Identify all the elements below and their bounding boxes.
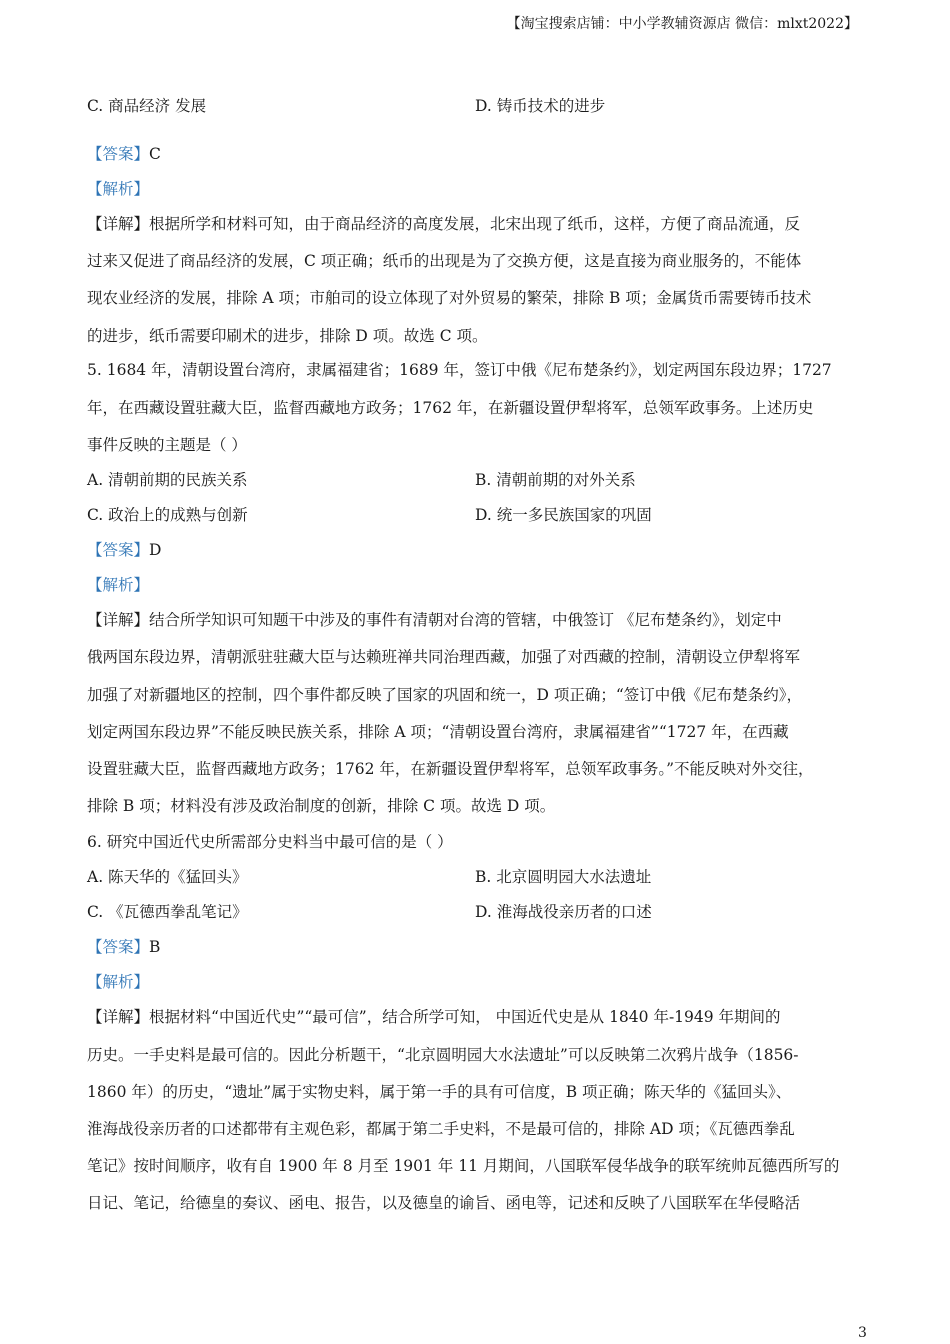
q6-detail-line: 日记、笔记，给德皇的奏议、函电、报告，以及德皇的谕旨、函电等，记述和反映了八国联军在华侵略活 bbox=[87, 1194, 801, 1212]
q5-detail-line: 划定两国东段边界”不能反映民族关系，排除 A 项；“清朝设置台湾府，隶属福建省”“1727 年，在西藏 bbox=[87, 723, 789, 741]
q4-detail-line bbox=[87, 212, 800, 234]
q5-option-c: C. 政治上的成熟与创新 bbox=[87, 506, 248, 524]
q6-detail-line: 1860 年）的历史，“遗址”属于实物史料，属于第一手的具有可信度，B 项正确；陈天华的《猛回头》、 bbox=[87, 1083, 792, 1101]
q5-option-d: D. 统一多民族国家的巩固 bbox=[475, 506, 652, 524]
q4-option-c: C. 商品经济 发展 bbox=[87, 97, 207, 115]
q6-option-d: D. 淮海战役亲历者的口述 bbox=[475, 903, 652, 921]
detail-tag: 【详解】 bbox=[87, 215, 150, 233]
answer-tag: 【答案】 bbox=[87, 541, 150, 559]
q6-detail-line: 淮海战役亲历者的口述都带有主观色彩，都属于第二手史料，不是最可信的，排除 AD 项；《瓦德西拳乱 bbox=[87, 1120, 795, 1138]
detail-tag: 【详解】 bbox=[87, 1008, 150, 1026]
q5-detail-line bbox=[87, 608, 782, 630]
q6-option-c: C. 《瓦德西拳乱笔记》 bbox=[87, 903, 248, 921]
q5-detail-line: 加强了对新疆地区的控制，四个事件都反映了国家的巩固和统一，D 项正确；“签订中俄《尼布楚条约》， bbox=[87, 686, 803, 704]
q5-option-b: B. 清朝前期的对外关系 bbox=[475, 471, 636, 489]
answer-value: C bbox=[149, 145, 161, 163]
q4-analysis-tag: 【解析】 bbox=[87, 180, 150, 198]
q5-detail-line: 俄两国东段边界，清朝派驻驻藏大臣与达赖班禅共同治理西藏，加强了对西藏的控制，清朝设立伊犁将军 bbox=[87, 648, 801, 666]
store-header: 【淘宝搜索店铺：中小学教辅资源店 微信：mlxt2022】 bbox=[506, 16, 858, 32]
q5-analysis-tag: 【解析】 bbox=[87, 576, 150, 594]
q5-option-a: A. 清朝前期的民族关系 bbox=[87, 471, 248, 489]
q5-answer bbox=[87, 538, 161, 560]
q5-detail-line: 排除 B 项；材料没有涉及政治制度的创新，排除 C 项。故选 D 项。 bbox=[87, 797, 556, 815]
q6-option-b: B. 北京圆明园大水法遗址 bbox=[475, 868, 652, 886]
q4-detail-line: 过来又促进了商品经济的发展，C 项正确；纸币的出现是为了交换方便，这是直接为商业服务的，不能体 bbox=[87, 252, 802, 270]
detail-text: 结合所学知识可知题干中涉及的事件有清朝对台湾的管辖，中俄签订 《尼布楚条约》，划定中 bbox=[149, 611, 782, 629]
q6-detail-line bbox=[87, 1005, 781, 1027]
q6-detail-line: 历史。一手史料是最可信的。因此分析题干，“北京圆明园大水法遗址”可以反映第二次鸦片战争（1856- bbox=[87, 1046, 799, 1064]
answer-value: B bbox=[149, 938, 161, 956]
answer-tag: 【答案】 bbox=[87, 145, 150, 163]
q6-option-a: A. 陈天华的《猛回头》 bbox=[87, 868, 248, 886]
detail-tag: 【详解】 bbox=[87, 611, 150, 629]
q6-answer bbox=[87, 935, 160, 957]
q5-stem-line: 事件反映的主题是（ ） bbox=[87, 436, 247, 454]
q5-detail-line: 设置驻藏大臣，监督西藏地方政务；1762 年，在新疆设置伊犁将军，总领军政事务。”不能反映对外交往， bbox=[87, 760, 814, 778]
q6-detail-line: 笔记》按时间顺序，收有自 1900 年 8 月至 1901 年 11 月期间，八国联军侵华战争的联军统帅瓦德西所写的 bbox=[87, 1157, 840, 1175]
q4-option-d: D. 铸币技术的进步 bbox=[475, 97, 606, 115]
q6-analysis-tag: 【解析】 bbox=[87, 973, 150, 991]
detail-text: 根据所学和材料可知，由于商品经济的高度发展，北宋出现了纸币，这样，方便了商品流通，反 bbox=[149, 215, 801, 233]
q4-answer bbox=[87, 142, 161, 164]
q6-stem: 6. 研究中国近代史所需部分史料当中最可信的是（ ） bbox=[87, 833, 453, 851]
answer-tag: 【答案】 bbox=[87, 938, 150, 956]
page-number: 3 bbox=[858, 1325, 867, 1341]
answer-value: D bbox=[149, 541, 162, 559]
q4-detail-line: 的进步，纸币需要印刷术的进步，排除 D 项。故选 C 项。 bbox=[87, 327, 488, 345]
q5-stem-line: 5. 1684 年，清朝设置台湾府，隶属福建省；1689 年，签订中俄《尼布楚条约》，划定两国东段边界；1727 bbox=[87, 361, 832, 379]
detail-text: 根据材料“中国近代史”“最可信”，结合所学可知， 中国近代史是从 1840 年-1949 年期间的 bbox=[149, 1008, 781, 1026]
q4-detail-line: 现农业经济的发展，排除 A 项；市舶司的设立体现了对外贸易的繁荣，排除 B 项；金属货币需要铸币技术 bbox=[87, 289, 812, 307]
q5-stem-line: 年，在西藏设置驻藏大臣，监督西藏地方政务；1762 年，在新疆设置伊犁将军，总领军政事务。上述历史 bbox=[87, 399, 814, 417]
